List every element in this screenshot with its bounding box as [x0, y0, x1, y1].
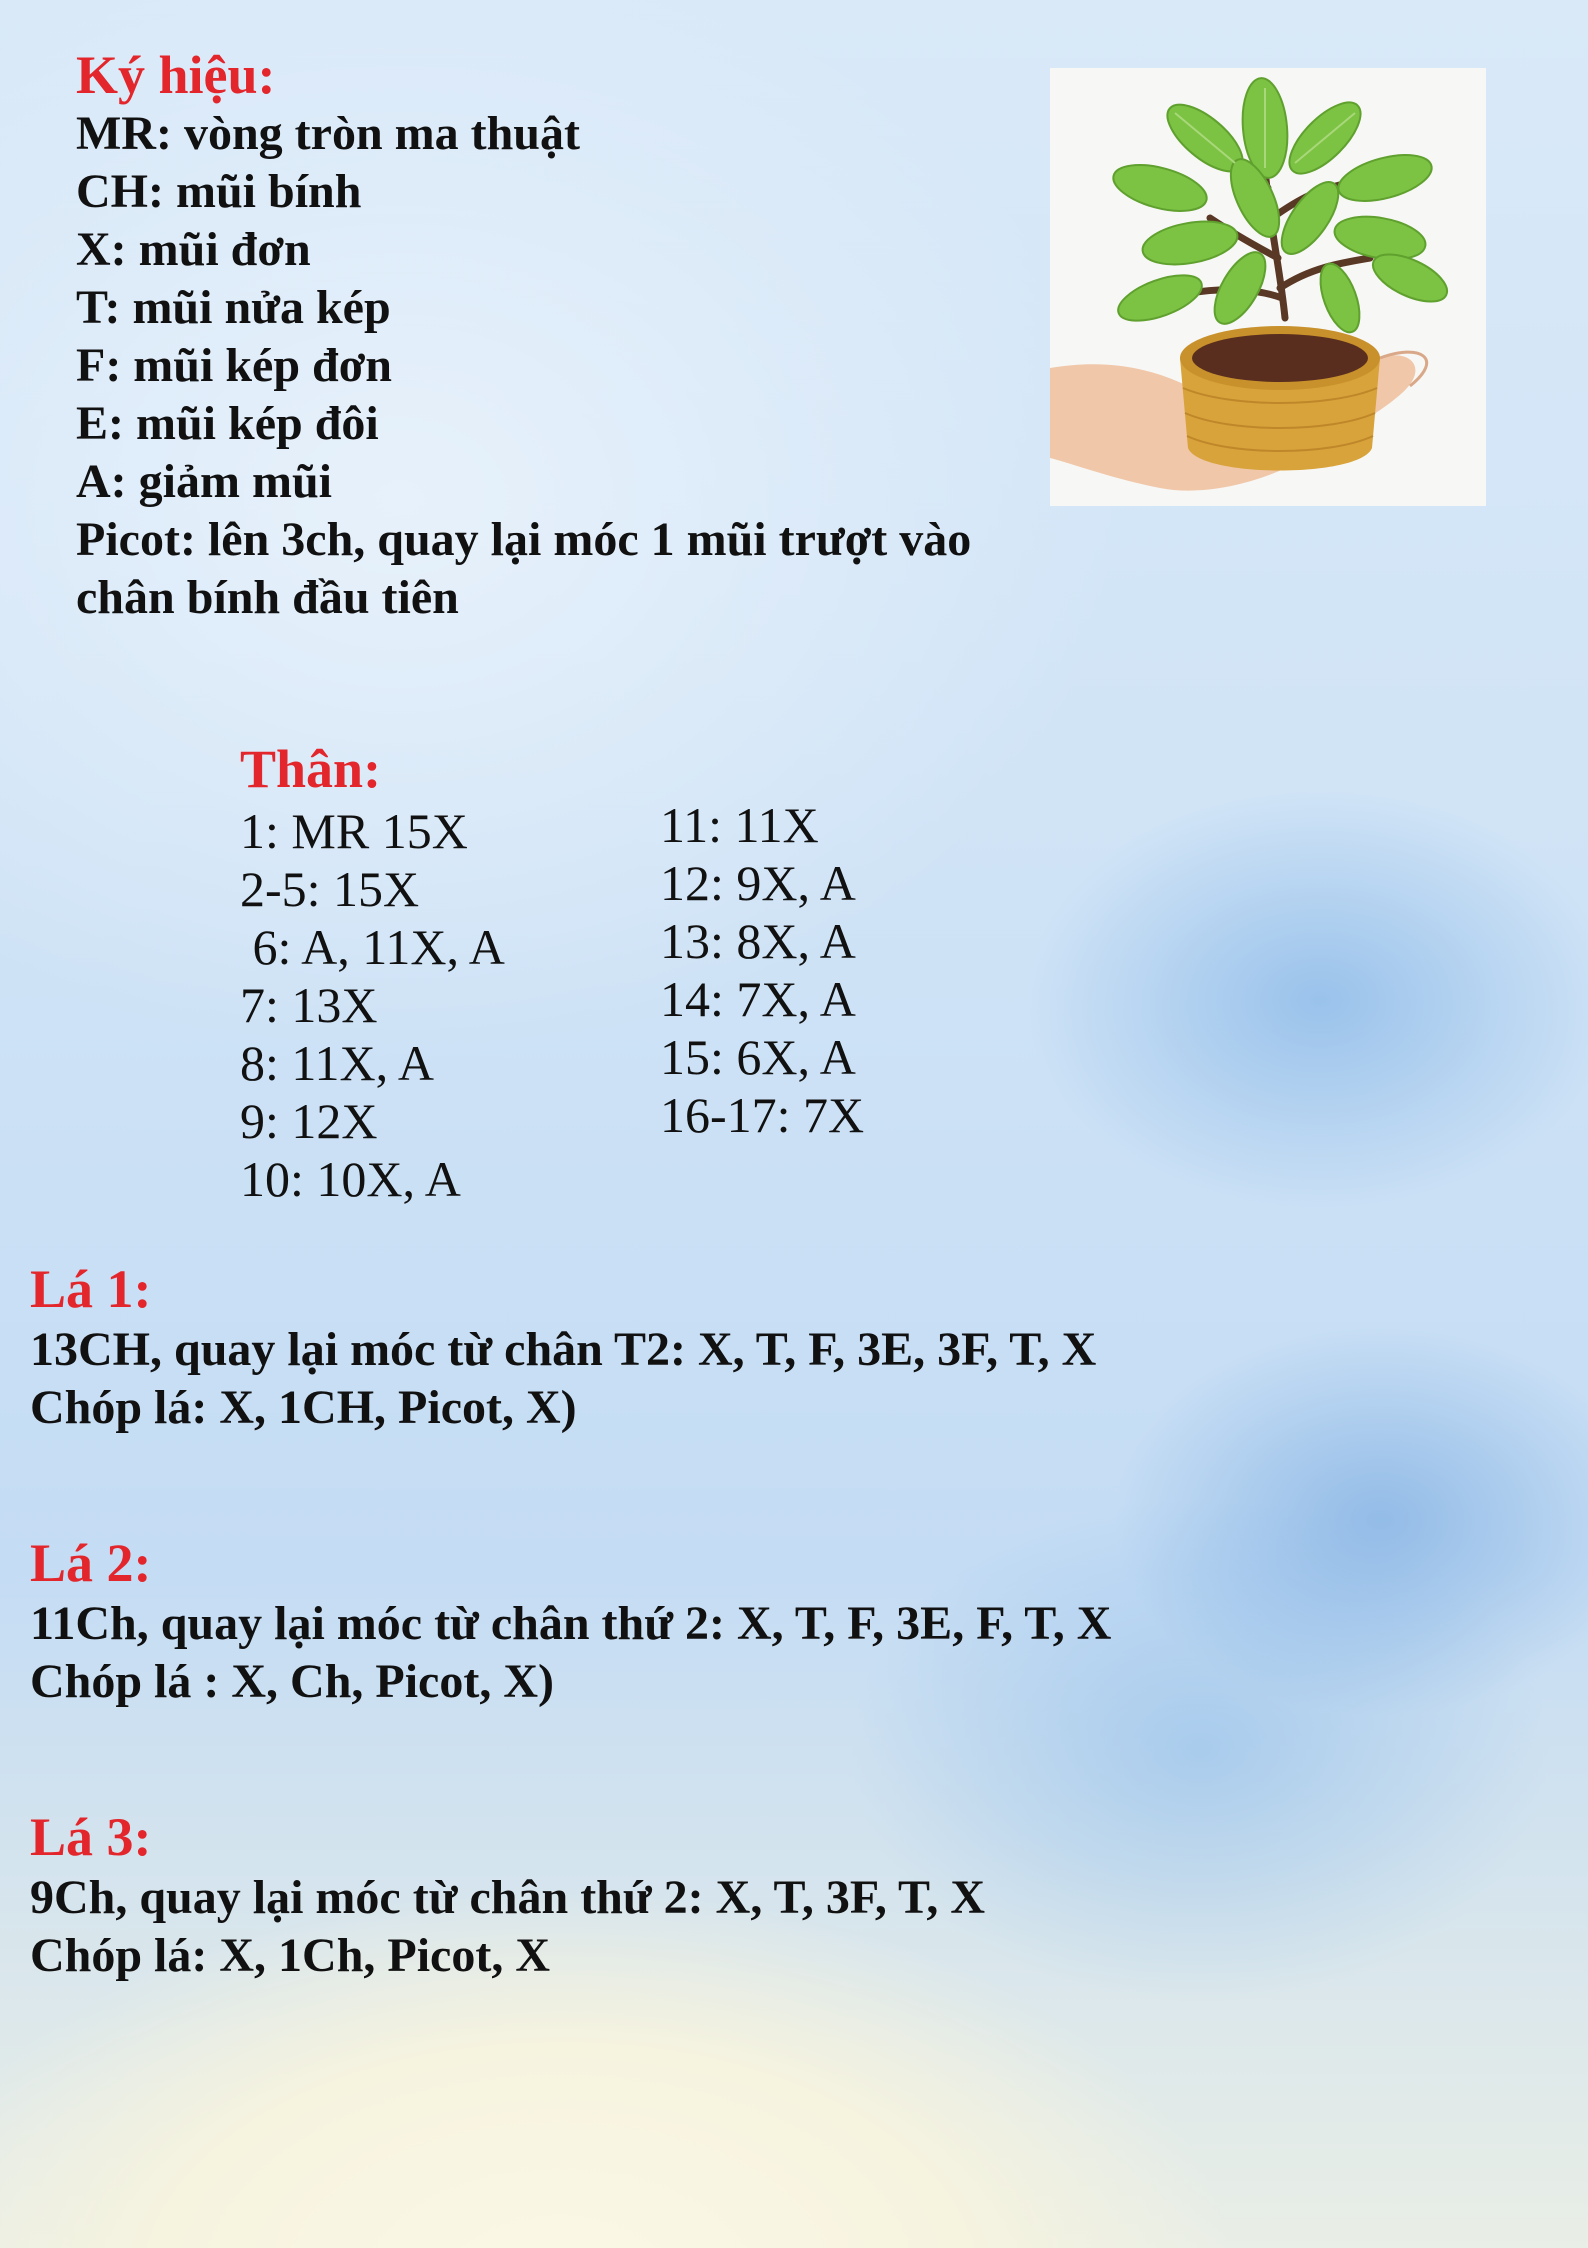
leaf1-title: Lá 1: — [30, 1259, 152, 1319]
legend-item: F: mũi kép đơn — [76, 339, 392, 392]
legend-item: CH: mũi bính — [76, 165, 362, 218]
leaf1-line: 13CH, quay lại móc từ chân T2: X, T, F, 3E, 3F, T, X — [30, 1323, 1097, 1376]
leaf3-line: 9Ch, quay lại móc từ chân thứ 2: X, T, 3F, T, X — [30, 1871, 986, 1924]
stem-row: 11: 11X — [660, 797, 819, 853]
stem-row: 6: A, 11X, A — [240, 919, 505, 975]
stem-row: 16-17: 7X — [660, 1087, 865, 1143]
leaf1-line: Chóp lá: X, 1CH, Picot, X) — [30, 1381, 577, 1434]
stem-row: 10: 10X, A — [240, 1151, 461, 1207]
legend-item: MR: vòng tròn ma thuật — [76, 107, 580, 160]
crochet-plant-photo — [1050, 68, 1486, 506]
legend-item: E: mũi kép đôi — [76, 397, 379, 450]
leaf2-line: Chóp lá : X, Ch, Picot, X) — [30, 1655, 554, 1708]
stem-row: 15: 6X, A — [660, 1029, 856, 1085]
leaf2-title: Lá 2: — [30, 1533, 152, 1593]
stem-row: 8: 11X, A — [240, 1035, 434, 1091]
legend-item: Picot: lên 3ch, quay lại móc 1 mũi trượt vào — [76, 513, 972, 566]
stem-row: 2-5: 15X — [240, 861, 420, 917]
stem-row: 14: 7X, A — [660, 971, 856, 1027]
leaf2-line: 11Ch, quay lại móc từ chân thứ 2: X, T, F, 3E, F, T, X — [30, 1597, 1112, 1650]
stem-row: 9: 12X — [240, 1093, 378, 1149]
stem-row: 1: MR 15X — [240, 803, 468, 859]
legend-title: Ký hiệu: — [76, 45, 276, 105]
legend-item: A: giảm mũi — [76, 455, 332, 508]
legend-item: chân bính đầu tiên — [76, 571, 459, 624]
stem-row: 7: 13X — [240, 977, 378, 1033]
legend-item: T: mũi nửa kép — [76, 281, 391, 334]
leaf3-title: Lá 3: — [30, 1807, 152, 1867]
stem-row: 12: 9X, A — [660, 855, 856, 911]
legend-item: X: mũi đơn — [76, 223, 311, 276]
leaf3-line: Chóp lá: X, 1Ch, Picot, X — [30, 1929, 551, 1982]
stem-row: 13: 8X, A — [660, 913, 856, 969]
stem-title: Thân: — [240, 739, 382, 799]
